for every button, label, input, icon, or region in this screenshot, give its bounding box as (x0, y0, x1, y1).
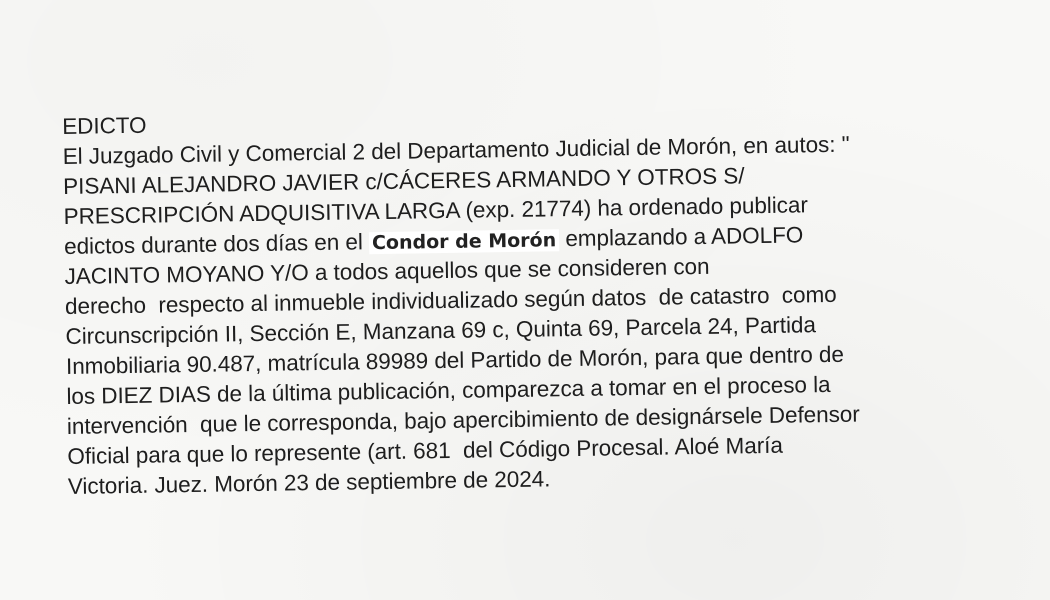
edict-line-12: Victoria. Juez. Morón 23 de septiembre de 2024. (67, 466, 551, 499)
edict-line-11: Oficial para que lo represente (art. 681 del Código Procesal. Aloé María (67, 432, 784, 469)
edict-line-4-after: emplazando a ADOLFO (565, 222, 804, 252)
edict-line-4-before: edictos durante dos días en el (63, 229, 363, 259)
edict-text-block (62, 97, 1028, 502)
newspaper-name-stamp: Condor de Morón (369, 229, 560, 254)
edict-line-7: Circunscripción II, Sección E, Manzana 69 c, Quinta 69, Parcela 24, Partida (65, 312, 817, 349)
edict-line-8: Inmobiliaria 90.487, matrícula 89989 del Partido de Morón, para que dentro de (65, 341, 845, 379)
edict-heading: EDICTO (62, 112, 147, 139)
edict-line-6: derecho respecto al inmueble individualizado según datos de catastro como (64, 281, 837, 319)
edict-line-1: El Juzgado Civil y Comercial 2 del Departamento Judicial de Morón, en autos: " (62, 131, 850, 169)
edict-line-5: JACINTO MOYANO Y/O a todos aquellos que se consideren con (64, 253, 710, 289)
edict-line-10: intervención que le corresponda, bajo apercibimiento de designársele Defensor (66, 401, 860, 439)
edict-line-9: los DIEZ DIAS de la última publicación, comparezca a tomar en el proceso la (66, 371, 831, 409)
edict-line-2: PISANI ALEJANDRO JAVIER c/CÁCERES ARMANDO Y OTROS S/ (62, 163, 745, 199)
edict-line-3: PRESCRIPCIÓN ADQUISITIVA LARGA (exp. 21774) ha ordenado publicar (63, 192, 808, 229)
